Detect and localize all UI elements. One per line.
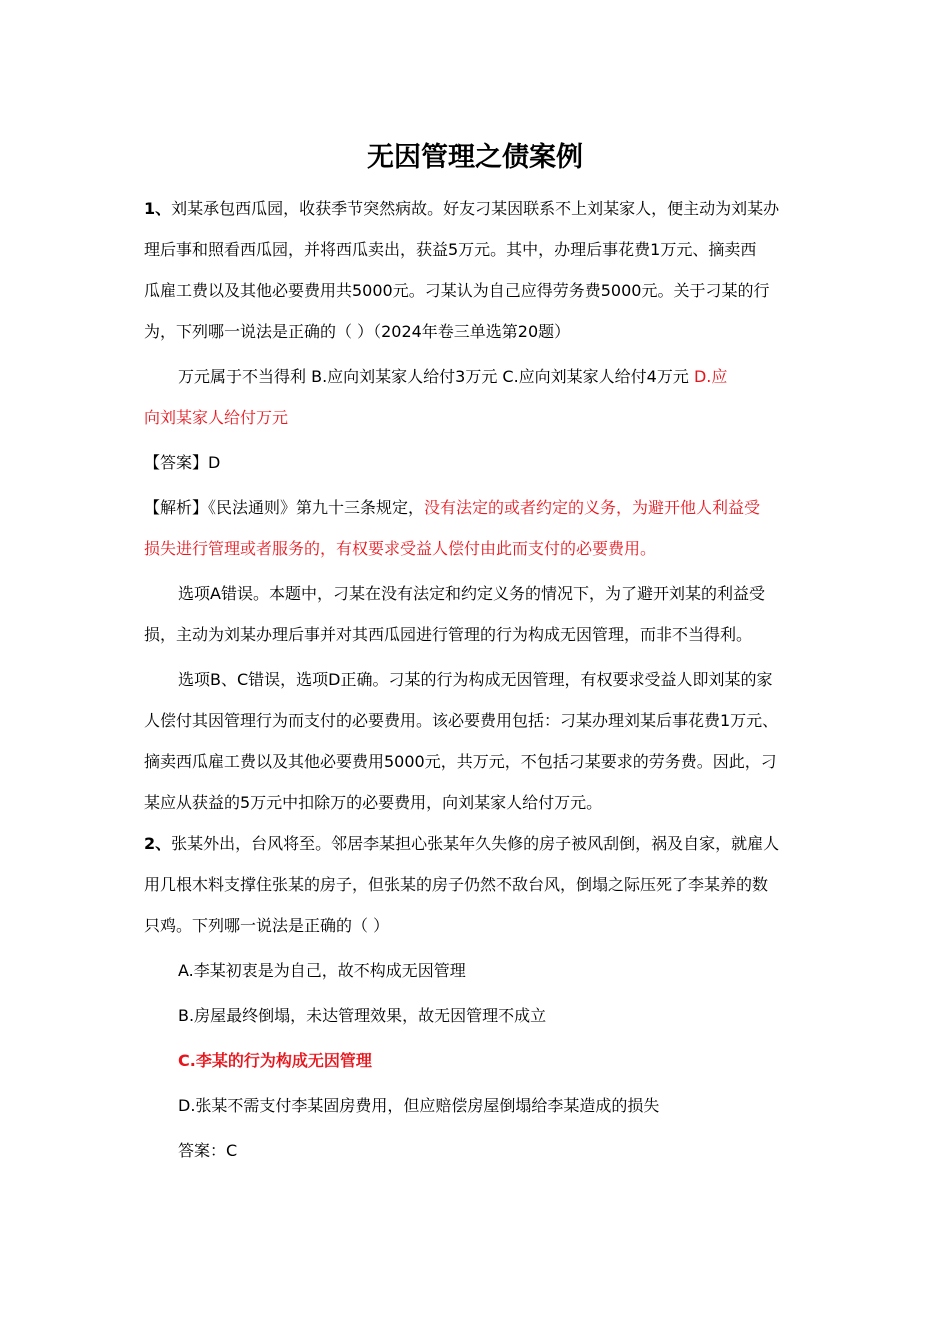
question-1-options: [144, 356, 806, 438]
question-2-line: 只鸡。下列哪一说法是正确的（ ）: [144, 916, 390, 935]
document-body: [144, 188, 806, 1171]
explanation-line: 摘卖西瓜雇工费以及其他必要费用5000元，共万元，不包括刁某要求的劳务费。因此，刁: [144, 752, 777, 771]
explanation-line: 选项B、C错误，选项D正确。刁某的行为构成无因管理，有权要求受益人即刘某的家: [178, 670, 773, 689]
question-1-line: 为，下列哪一说法是正确的（ ）（2024年卷三单选第20题）: [144, 322, 571, 341]
question-2-number: 2、: [144, 834, 172, 853]
question-2: [144, 823, 806, 946]
question-1-line: 理后事和照看西瓜园，并将西瓜卖出，获益5万元。其中，办理后事花费1万元、摘卖西: [144, 240, 757, 259]
explanation-line: 损，主动为刘某办理后事并对其西瓜园进行管理的行为构成无因管理，而非不当得利。: [144, 625, 753, 644]
explanation-line: 人偿付其因管理行为而支付的必要费用。该必要费用包括：刁某办理刘某后事花费1万元、: [144, 711, 779, 730]
question-1-line: 瓜雇工费以及其他必要费用共5000元。刁某认为自己应得劳务费5000元。关于刁某的行: [144, 281, 770, 300]
question-2-option-b: B.房屋最终倒塌，未达管理效果，故无因管理不成立: [178, 1006, 547, 1025]
question-1: [144, 188, 806, 352]
question-1-number: 1、: [144, 199, 172, 218]
question-2-line: 用几根木料支撑住张某的房子，但张某的房子仍然不敌台风，倒塌之际压死了李某养的数: [144, 875, 769, 894]
explanation-line: 某应从获益的5万元中扣除万的必要费用，向刘某家人给付万元。: [144, 793, 603, 812]
answer-2: 答案：C: [178, 1141, 238, 1160]
analysis-line: 【解析】《民法通则》第九十三条规定，没有法定的或者约定的义务，为避开他人利益受: [144, 498, 761, 517]
question-2-option-d: D.张某不需支付李某固房费用，但应赔偿房屋倒塌给李某造成的损失: [178, 1096, 660, 1115]
explanation-option-bcd: [144, 659, 806, 823]
analysis-1: [144, 487, 806, 569]
option-d-continued: 向刘某家人给付万元: [144, 408, 289, 427]
law-quote-continued: 损失进行管理或者服务的，有权要求受益人偿付由此而支付的必要费用。: [144, 539, 657, 558]
law-quote: 没有法定的或者约定的义务，为避开他人利益受: [424, 498, 761, 517]
question-2-option-c: C.李某的行为构成无因管理: [178, 1051, 372, 1070]
question-1-line: 1、刘某承包西瓜园，收获季节突然病故。好友刁某因联系不上刘某家人，便主动为刘某办: [144, 199, 780, 218]
options-line: 万元属于不当得利 B.应向刘某家人给付3万元 C.应向刘某家人给付4万元 D.应: [178, 367, 728, 386]
answer-1: 【答案】D: [144, 453, 221, 472]
explanation-line: 选项A错误。本题中，刁某在没有法定和约定义务的情况下，为了避开刘某的利益受: [178, 584, 765, 603]
page-title: 无因管理之债案例: [367, 142, 583, 173]
explanation-option-a: [144, 573, 806, 655]
question-2-option-a: A.李某初衷是为自己，故不构成无因管理: [178, 961, 466, 980]
question-2-line: 2、张某外出，台风将至。邻居李某担心张某年久失修的房子被风刮倒，祸及自家，就雇人: [144, 834, 780, 853]
option-d-highlight: D.应: [693, 367, 728, 386]
